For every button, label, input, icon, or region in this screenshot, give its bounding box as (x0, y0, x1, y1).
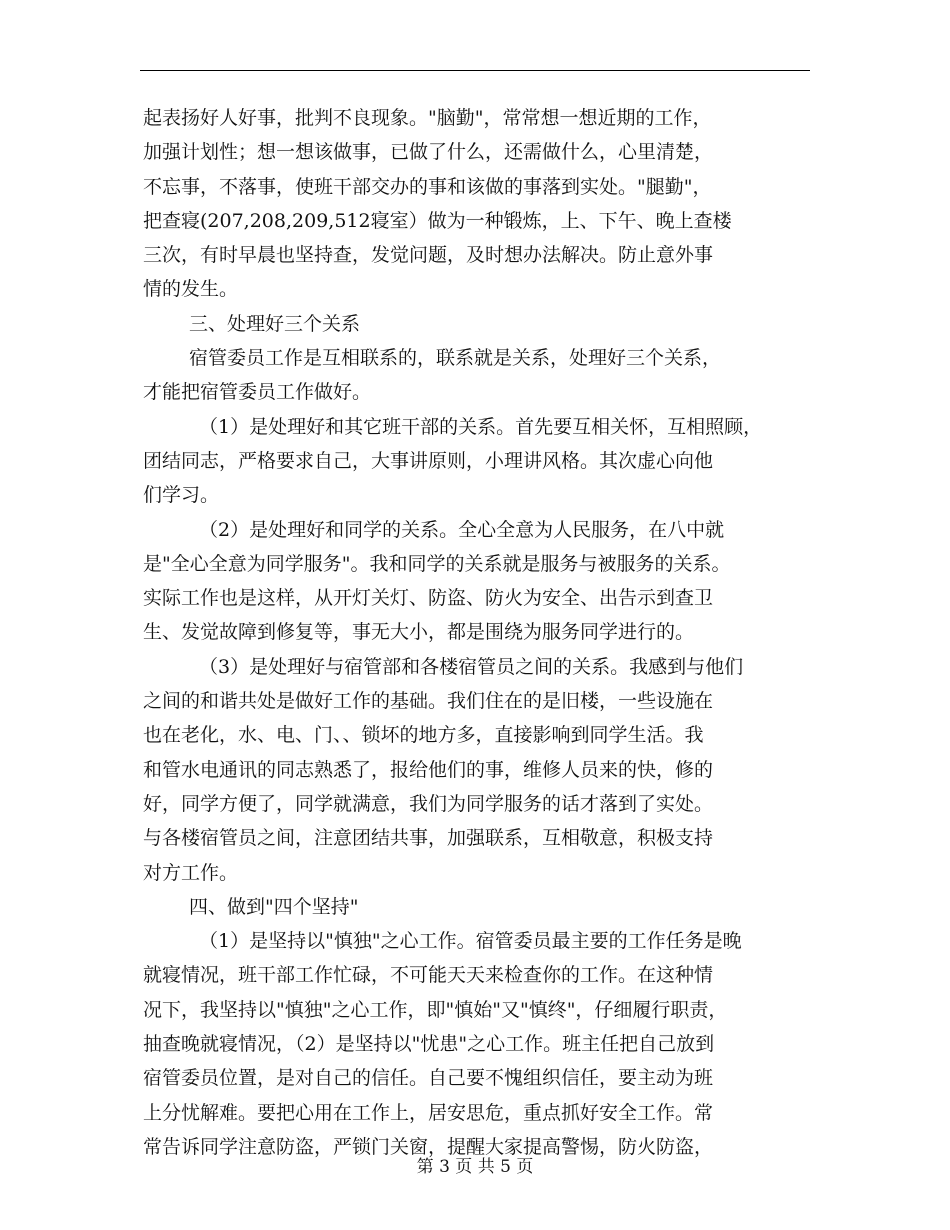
text-line: （1）是处理好和其它班干部的关系。首先要互相关怀，互相照顾， (199, 415, 763, 438)
text-line: 才能把宿管委员工作做好。 (143, 381, 372, 404)
text-line: （3）是处理好与宿管部和各楼宿管员之间的关系。我感到与他们 (199, 655, 744, 678)
text-line: 团结同志，严格要求自己，大事讲原则，小理讲风格。其次虚心向他 (143, 449, 714, 472)
text-line: 把查寝(207,208,209,512寝室）做为一种锻炼，上、下午、晚上查楼 (143, 209, 732, 232)
text-line: 况下，我坚持以"慎独"之心工作，即"慎始"又"慎终"，仔细履行职责， (143, 998, 728, 1021)
text-line: 也在老化，水、电、门、、锁坏的地方多，直接影响到同学生活。我 (143, 724, 704, 747)
text-line: 宿管委员位置，是对自己的信任。自己要不愧组织信任，要主动为班 (143, 1067, 714, 1090)
text-line: 不忘事，不落事，使班干部交办的事和该做的事落到实处。"腿勤"， (143, 175, 712, 198)
text-line: 情的发生。 (143, 278, 239, 301)
body-text (143, 101, 815, 1164)
text-line: 加强计划性；想一想该做事，已做了什么，还需做什么，心里清楚， (143, 141, 714, 164)
text-line: 就寝情况，班干部工作忙碌，不可能天天来检查你的工作。在这种情 (143, 964, 714, 987)
text-line: 起表扬好人好事，批判不良现象。"脑勤"，常常想一想近期的工作， (143, 107, 712, 129)
text-line: 和管水电通讯的同志熟悉了，报给他们的事，维修人员来的快，修的 (143, 758, 714, 781)
text-line: 是"全心全意为同学服务"。我和同学的关系就是服务与被服务的关系。 (143, 552, 731, 575)
text-line: 三次，有时早晨也坚持查，发觉问题，及时想办法解决。防止意外事 (143, 244, 714, 267)
text-line: 常告诉同学注意防盗，严锁门关窗，提醒大家提高警惕，防火防盗， (143, 1135, 714, 1158)
text-line: 生、发觉故障到修复等，事无大小，都是围绕为服务同学进行的。 (143, 621, 695, 644)
text-line: 宿管委员工作是互相联系的，联系就是关系，处理好三个关系， (189, 347, 722, 370)
text-line: 与各楼宿管员之间，注意团结共事，加强联系，互相敬意，积极支持 (143, 827, 714, 850)
text-line: （1）是坚持以"慎独"之心工作。宿管委员最主要的工作任务是晚 (199, 930, 742, 953)
text-line: 四、做到"四个坚持" (189, 895, 359, 918)
page-footer: 第 3 页 共 5 页 (416, 1157, 534, 1177)
text-line: 实际工作也是这样，从开灯关灯、防盗、防火为安全、出告示到查卫 (143, 587, 714, 610)
text-line: 对方工作。 (143, 861, 239, 884)
header-rule (140, 70, 810, 71)
text-line: 们学习。 (143, 484, 220, 507)
text-line: 上分忧解难。要把心用在工作上，居安思危，重点抓好安全工作。常 (143, 1101, 714, 1124)
text-line: 之间的和谐共处是做好工作的基础。我们住在的是旧楼，一些设施在 (143, 690, 714, 713)
text-line: （2）是处理好和同学的关系。全心全意为人民服务，在八中就 (199, 518, 725, 541)
text-line: 好，同学方便了，同学就满意，我们为同学服务的话才落到了实处。 (143, 792, 714, 815)
text-line: 抽查晚就寝情况，（2）是坚持以"忧患"之心工作。班主任把自己放到 (143, 1033, 715, 1056)
text-line: 三、处理好三个关系 (189, 312, 361, 335)
